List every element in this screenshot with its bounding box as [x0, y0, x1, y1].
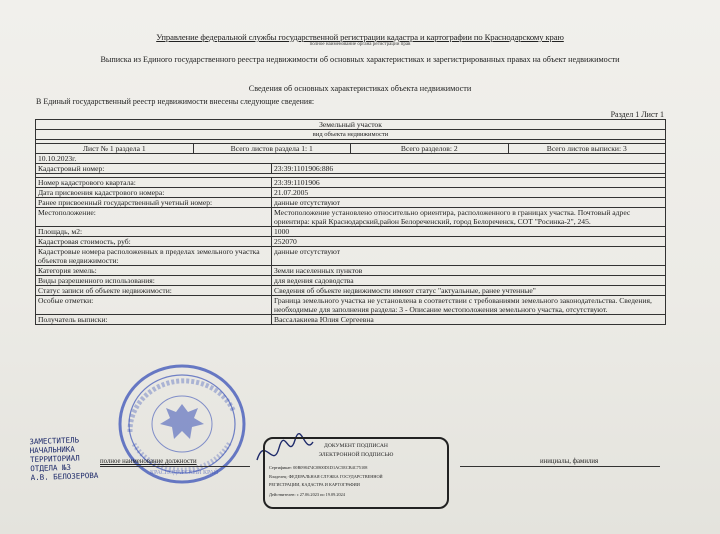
sheet-number: Лист № 1 раздела 1 — [36, 144, 193, 153]
table-row — [36, 315, 666, 325]
row-label: Кадастровые номера расположенных в пределах земельного участка объектов недвижимости: — [36, 247, 272, 266]
row-value: данные отсутствуют — [272, 198, 666, 208]
row-label: Площадь, м2: — [36, 227, 272, 237]
object-type-caption: вид объекта недвижимости — [36, 130, 666, 140]
stamp-text: КРАСНОДАРСКИЙ КРАЙ — [150, 470, 219, 476]
e-signature-block — [263, 437, 449, 509]
table-row — [36, 237, 666, 247]
row-label: Номер кадастрового квартала: — [36, 178, 272, 188]
row-value: Земли населенных пунктов — [272, 266, 666, 276]
name-caption: инициалы, фамилия — [540, 458, 599, 465]
table-row — [36, 227, 666, 237]
row-label: Дата присвоения кадастрового номера: — [36, 188, 272, 198]
row-value: 252070 — [272, 237, 666, 247]
row-value: 1000 — [272, 227, 666, 237]
extract-table — [35, 119, 666, 325]
row-label: Категория земель: — [36, 266, 272, 276]
page-ref: Раздел 1 Лист 1 — [610, 110, 664, 119]
table-row — [36, 296, 666, 315]
row-label: Ранее присвоенный государственный учетный номер: — [36, 198, 272, 208]
ecp-subtitle: ЭЛЕКТРОННОЙ ПОДПИСЬЮ — [318, 452, 394, 458]
signature-caption: полное наименование должности — [100, 458, 197, 465]
ecp-owner: Владелец: ФЕДЕРАЛЬНАЯ СЛУЖБА ГОСУДАРСТВЕННОЙ — [269, 474, 383, 479]
object-type: Земельный участок — [36, 120, 666, 130]
row-value: 21.07.2005 — [272, 188, 666, 198]
table-row — [36, 208, 666, 227]
handwritten-position: ЗАМЕСТИТЕЛЬ НАЧАЛЬНИКА ТЕРРИТОРИАЛ ОТДЕЛА №3 А.В. БЕЛОЗЕРОВА — [29, 435, 99, 483]
name-line — [460, 466, 660, 467]
table-row — [36, 178, 666, 188]
extract-title: Выписка из Единого государственного реестра недвижимости об основных характеристиках и зарегистрированных правах на объект недвижимости — [100, 55, 620, 64]
round-seal-stamp — [110, 362, 258, 488]
ecp-certificate: Сертификат: 00B098474С0800D1D1AC5ECВ4С75108 — [269, 465, 368, 470]
table-row — [36, 247, 666, 266]
table-row — [36, 286, 666, 296]
row-value: Вассалакиева Юлия Сергеевна — [272, 315, 666, 325]
signature-line — [100, 466, 250, 467]
row-label: Получатель выписки: — [36, 315, 272, 325]
intro-text: В Единый государственный реестр недвижимости внесены следующие сведения: — [36, 97, 315, 106]
cad-number-label: Кадастровый номер: — [36, 164, 272, 174]
row-value: данные отсутствуют — [272, 247, 666, 266]
ecp-valid: Действителен: с 27.06.2023 по 19.09.2024 — [269, 492, 345, 497]
row-value: Сведения об объекте недвижимости имеют статус "актуальные, ранее учтенные" — [272, 286, 666, 296]
ecp-title: ДОКУМЕНТ ПОДПИСАН — [324, 443, 388, 449]
row-value: для ведения садоводства — [272, 276, 666, 286]
sections-total: Всего разделов: 2 — [351, 144, 509, 153]
table-row — [36, 266, 666, 276]
section-title: Сведения об основных характеристиках объекта недвижимости — [248, 84, 472, 93]
row-value: Местоположение установлено относительно ориентира, расположенного в границах участка. Почтовый адрес ориентира: край Краснодарский,район Белореченский, город Белореченск, СОТ "Росинка-2", 245. — [272, 208, 666, 227]
org-title: Управление федеральной службы государственной регистрации кадастра и картографии по Краснодарскому краю — [156, 32, 564, 42]
org-subtitle: полное наименование органа регистрации прав — [309, 42, 411, 47]
sheets-total: Всего листов раздела 1: 1 — [193, 144, 351, 153]
extract-date: 10.10.2023г. — [36, 154, 666, 164]
row-label: Статус записи об объекте недвижимости: — [36, 286, 272, 296]
extract-sheets: Всего листов выписки: 3 — [546, 144, 627, 153]
table-row — [36, 276, 666, 286]
table-row — [36, 188, 666, 198]
row-label: Виды разрешенного использования: — [36, 276, 272, 286]
table-row — [36, 198, 666, 208]
row-label: Местоположение: — [36, 208, 272, 227]
row-value: Граница земельного участка не установлена в соответствии с требованиями земельного законодательства. Сведения, необходимые для заполнения раздела: 3 - Описание местоположения земельного участка, отсутствуют. — [272, 296, 666, 315]
row-label: Кадастровая стоимость, руб: — [36, 237, 272, 247]
row-label: Особые отметки: — [36, 296, 272, 315]
ecp-owner-cont: РЕГИСТРАЦИИ, КАДАСТРА И КАРТОГРАФИИ — [269, 482, 360, 487]
row-value: 23:39:1101906 — [272, 178, 666, 188]
cad-number-value: 23:39:1101906:886 — [272, 164, 666, 174]
